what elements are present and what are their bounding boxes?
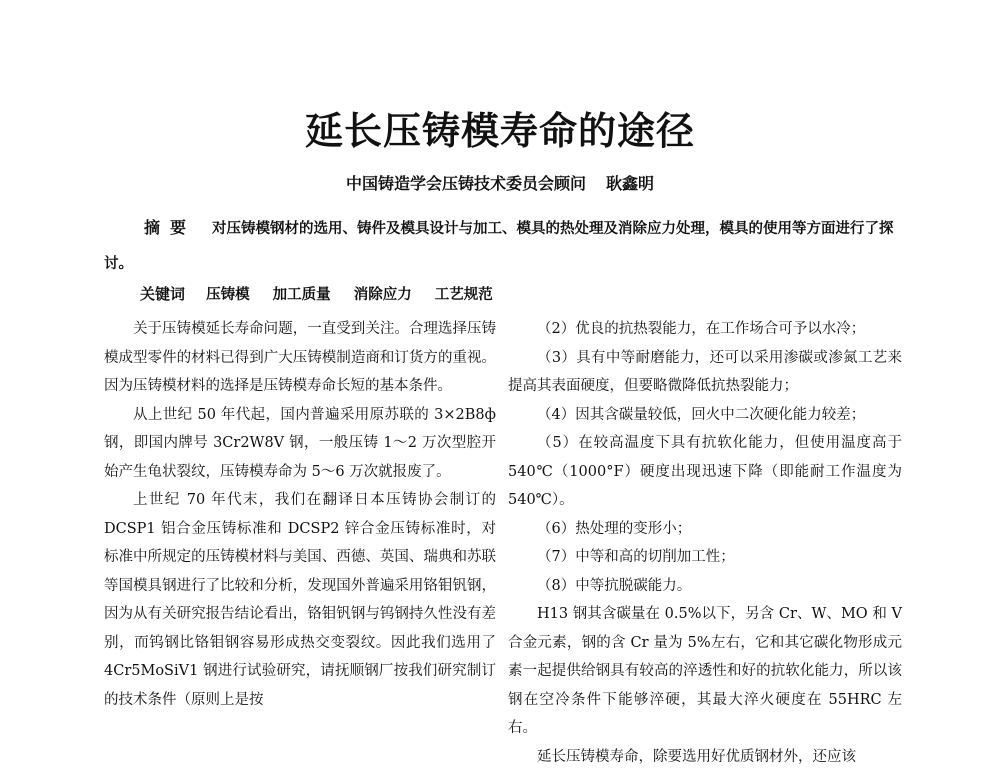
body-paragraph: 从上世纪 50 年代起，国内普遍采用原苏联的 3×2B8ф 钢，即国内牌号 3Cr2W8V 钢，一般压铸 1～2 万次型腔开始产生龟状裂纹，压铸模寿命为 5～6 万次就报废了。 [104,401,496,487]
list-item: （8）中等抗脱碳能力。 [508,572,902,601]
body-paragraph: 关于压铸模延长寿命问题，一直受到关注。合理选择压铸模成型零件的材料已得到广大压铸模制造商和订货方的重视。因为压铸模材料的选择是压铸模寿命长短的基本条件。 [104,315,496,401]
list-item: （4）因其含碳量较低，回火中二次硬化能力较差； [508,401,902,430]
abstract [104,210,904,281]
byline [0,172,1000,196]
left-column [104,315,496,714]
list-item: （7）中等和高的切削加工性； [508,543,902,572]
list-item: （5）在较高温度下具有抗软化能力，但使用温度高于 540℃（1000°F）硬度出现迅速下降（即能耐工作温度为 540℃）。 [508,429,902,515]
body-paragraph: 上世纪 70 年代末，我们在翻译日本压铸协会制订的 DCSP1 铝合金压铸标准和 DCSP2 锌合金压铸标准时，对标准中所规定的压铸模材料与美国、西德、英国、瑞典和苏联等国模具钢进行了比较和分析，发现国外普遍采用铬钼钒钢，因为从有关研究报告结论看出，铬钼钒钢与钨钢持久性没有差别，而钨钢比铬钼钢容易形成热交变裂纹。因此我们选用了 4Cr5MoSiV1 钢进行试验研究，请抚顺钢厂按我们研究制订的技术条件（原则上是按 [104,486,496,714]
keywords-label: 关键词 [140,285,185,303]
keyword: 压铸模 [206,286,250,303]
keywords [140,280,900,309]
list-item: （3）具有中等耐磨能力，还可以采用渗碳或渗氮工艺来提高其表面硬度，但要略微降低抗热裂能力； [508,344,902,401]
article-title: 延长压铸模寿命的途径 [0,106,1000,156]
list-item: （2）优良的抗热裂能力，在工作场合可予以水冷； [508,315,902,344]
author-name: 耿鑫明 [606,174,654,193]
abstract-label: 摘要 [144,210,196,245]
body-paragraph: 延长压铸模寿命，除要选用好优质钢材外，还应该 [508,743,902,771]
keyword: 加工质量 [273,286,331,303]
author-affiliation: 中国铸造学会压铸技术委员会顾问 [346,174,586,193]
abstract-text: 对压铸模钢材的选用、铸件及模具设计与加工、模具的热处理及消除应力处理，模具的使用等方面进行了探讨。 [104,220,894,272]
right-column [508,315,902,771]
body-paragraph: H13 钢其含碳量在 0.5%以下，另含 Cr、W、MO 和 V 合金元素，钢的含 Cr 量为 5%左右，它和其它碳化物形成元素一起提供给钢具有较高的淬透性和好的抗软化能力，所以该钢在空冷条件下能够淬硬，其最大淬火硬度在 55HRC 左右。 [508,600,902,743]
keyword: 消除应力 [354,286,412,303]
list-item: （6）热处理的变形小； [508,515,902,544]
keyword: 工艺规范 [435,286,493,303]
